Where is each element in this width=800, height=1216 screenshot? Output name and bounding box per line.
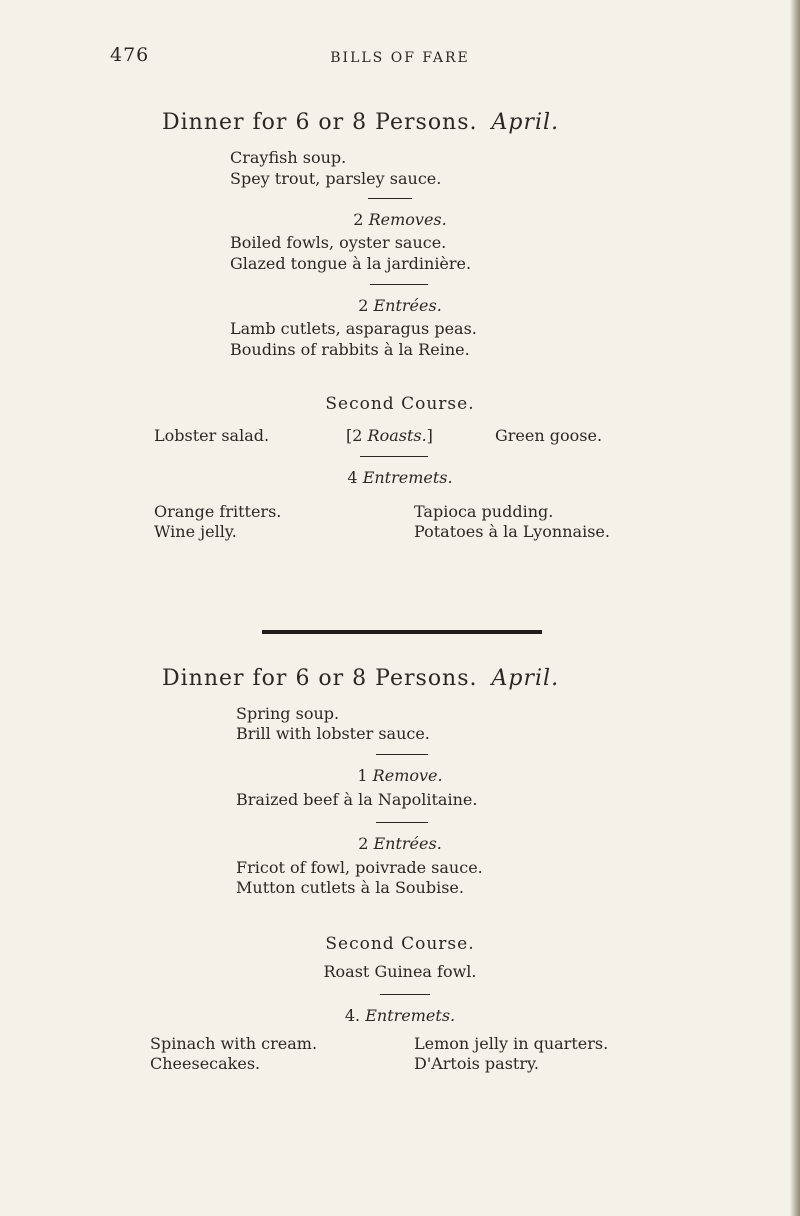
divider bbox=[376, 754, 428, 755]
menu2-entremets-word: Entremets. bbox=[365, 1006, 456, 1025]
menu2-first-item-2: Brill with lobster sauce. bbox=[236, 724, 430, 743]
menu1-second-left: Lobster salad. bbox=[154, 426, 270, 445]
menu1-roasts-word: Roasts. bbox=[367, 426, 427, 445]
menu1-entree-2: Boudins of rabbits à la Reine. bbox=[230, 340, 470, 359]
divider bbox=[380, 994, 430, 995]
menu1-remove-1: Boiled fowls, oyster sauce. bbox=[230, 233, 447, 252]
page-number: 476 bbox=[110, 44, 150, 66]
menu2-month: April. bbox=[491, 666, 560, 691]
menu2-entrees-heading bbox=[0, 834, 800, 854]
menu2-entremet-left-2: Cheesecakes. bbox=[150, 1054, 261, 1073]
running-head: BILLS OF FARE bbox=[330, 50, 470, 66]
menu2-remove-word: Remove. bbox=[372, 766, 443, 785]
menu2-remove-1: Braized beef à la Napolitaine. bbox=[236, 790, 478, 809]
divider bbox=[376, 822, 428, 823]
menu1-remove-2: Glazed tongue à la jardinière. bbox=[230, 254, 472, 273]
menu1-removes-heading bbox=[0, 210, 800, 230]
menu1-roasts-open: [2 bbox=[346, 426, 363, 445]
menu2-entree-1: Fricot of fowl, poivrade sauce. bbox=[236, 858, 483, 877]
menu1-entremets-heading bbox=[0, 468, 800, 488]
menu1-entremet-left-2: Wine jelly. bbox=[154, 522, 237, 541]
menu2-remove-num: 1 bbox=[357, 766, 368, 785]
menu1-roasts bbox=[346, 426, 433, 446]
menu2-second-course: Second Course. bbox=[325, 934, 475, 954]
menu1-entremet-right-2: Potatoes à la Lyonnaise. bbox=[414, 522, 610, 541]
menu1-entrees-word: Entrées. bbox=[373, 296, 442, 315]
menu1-month: April. bbox=[491, 110, 560, 135]
section-separator bbox=[262, 630, 542, 634]
menu2-remove-heading bbox=[0, 766, 800, 786]
menu2-entremet-right-1: Lemon jelly in quarters. bbox=[414, 1034, 609, 1053]
page-edge bbox=[790, 0, 800, 1216]
menu2-entremet-left-1: Spinach with cream. bbox=[150, 1034, 318, 1053]
menu2-first-item-1: Spring soup. bbox=[236, 704, 340, 723]
divider bbox=[360, 456, 428, 457]
menu2-roast: Roast Guinea fowl. bbox=[323, 962, 477, 981]
menu2-title-text: Dinner for 6 or 8 Persons. bbox=[162, 666, 478, 691]
menu1-first-item-2: Spey trout, parsley sauce. bbox=[230, 169, 442, 188]
menu1-first-item-1: Crayfish soup. bbox=[230, 148, 347, 167]
menu1-entrees-num: 2 bbox=[358, 296, 369, 315]
menu1-title bbox=[162, 110, 559, 135]
menu1-entremets-num: 4 bbox=[347, 468, 358, 487]
menu1-entree-1: Lamb cutlets, asparagus peas. bbox=[230, 319, 477, 338]
menu2-entremet-right-2: D'Artois pastry. bbox=[414, 1054, 539, 1073]
menu1-roasts-close: ] bbox=[426, 426, 433, 445]
menu1-entrees-heading bbox=[0, 296, 800, 316]
menu2-entree-2: Mutton cutlets à la Soubise. bbox=[236, 878, 464, 897]
menu1-entremet-right-1: Tapioca pudding. bbox=[414, 502, 554, 521]
menu2-entrees-num: 2 bbox=[358, 834, 369, 853]
menu2-entremets-num: 4. bbox=[344, 1006, 361, 1025]
divider bbox=[370, 284, 428, 285]
menu1-title-text: Dinner for 6 or 8 Persons. bbox=[162, 110, 478, 135]
menu1-removes-num: 2 bbox=[353, 210, 364, 229]
menu1-entremet-left-1: Orange fritters. bbox=[154, 502, 282, 521]
menu2-title bbox=[162, 666, 559, 691]
menu1-entremets-word: Entremets. bbox=[362, 468, 453, 487]
menu1-second-right: Green goose. bbox=[495, 426, 603, 445]
menu1-removes-word: Removes. bbox=[368, 210, 447, 229]
menu1-second-course: Second Course. bbox=[325, 394, 475, 414]
menu2-entrees-word: Entrées. bbox=[373, 834, 442, 853]
divider bbox=[368, 198, 412, 199]
menu2-entremets-heading bbox=[0, 1006, 800, 1026]
